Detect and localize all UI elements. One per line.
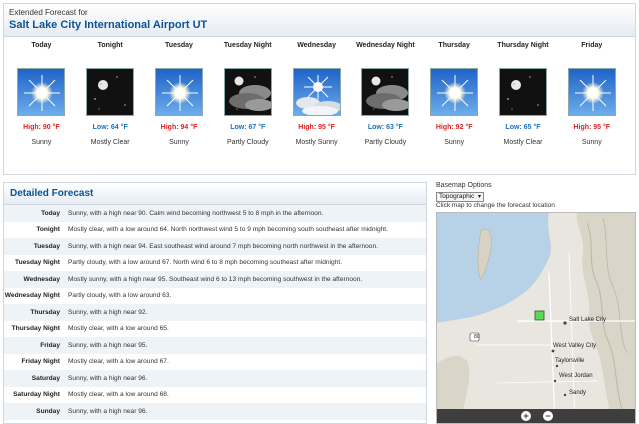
- row-period-label: Tonight: [36, 226, 60, 234]
- period-short-forecast: Sunny: [444, 139, 465, 146]
- row-forecast-text: Sunny, with a high near 94. East southeast wind around 7 mph becoming north northwest in the afternoon.: [68, 242, 378, 250]
- map-label-taylorsville: Taylorsville: [555, 358, 585, 364]
- period-name: Tuesday Night: [223, 42, 272, 49]
- map-toolbar: [437, 409, 635, 423]
- map-hint: Click map to change the forecast location: [436, 202, 555, 209]
- map-canvas[interactable]: [437, 213, 636, 424]
- detailed-forecast-row: [4, 321, 426, 338]
- highway-80-label: 80: [474, 334, 480, 340]
- row-period-label: Tuesday: [33, 242, 60, 250]
- forecast-period: [351, 38, 420, 173]
- row-period-label: Friday: [40, 341, 60, 349]
- period-name: Tuesday: [165, 42, 193, 49]
- period-short-forecast: Partly Cloudy: [364, 139, 407, 146]
- row-forecast-text: Sunny, with a high near 92.: [68, 308, 148, 316]
- detailed-forecast-row: [4, 255, 426, 272]
- extended-forecast-subtitle: Extended Forecast for: [9, 8, 88, 17]
- period-temperature: High: 90 °F: [23, 124, 60, 131]
- map-label-salt-lake-city: Salt Lake City: [569, 317, 607, 323]
- zoom-out-button[interactable]: −: [543, 411, 553, 421]
- period-temperature: High: 94 °F: [160, 124, 198, 131]
- forecast-period: [76, 38, 145, 173]
- forecast-period: [489, 38, 558, 173]
- row-period-label: Wednesday: [23, 275, 60, 283]
- row-forecast-text: Sunny, with a high near 96.: [68, 407, 148, 415]
- map-label-west-jordan: West Jordan: [559, 373, 593, 379]
- period-short-forecast: Partly Cloudy: [226, 139, 269, 146]
- period-name: Tonight: [97, 42, 123, 49]
- period-temperature: Low: 65 °F: [505, 124, 541, 131]
- period-name: Thursday Night: [497, 42, 549, 49]
- detailed-forecast-panel: [3, 182, 427, 424]
- period-short-forecast: Sunny: [169, 139, 189, 146]
- sun-day-icon: [568, 68, 616, 116]
- extended-forecast-panel: [3, 3, 636, 175]
- sun-day-icon: [17, 68, 65, 116]
- detailed-forecast-row: [4, 222, 426, 239]
- detailed-forecast-row: [4, 288, 426, 305]
- period-name: Today: [31, 42, 52, 49]
- map-label-sandy: Sandy: [569, 390, 587, 396]
- moon-night-icon: [86, 68, 134, 116]
- location-title: Salt Lake City International Airport UT: [9, 19, 208, 31]
- forecast-period: [7, 38, 76, 173]
- row-period-label: Friday Night: [21, 358, 60, 366]
- detailed-forecast-row: [4, 354, 426, 371]
- row-forecast-text: Sunny, with a high near 96.: [68, 374, 148, 382]
- period-temperature: High: 95 °F: [573, 124, 611, 131]
- row-forecast-text: Partly cloudy, with a low around 67. North wind 6 to 8 mph becoming southeast after midnight.: [68, 259, 343, 267]
- row-period-label: Saturday Night: [13, 391, 60, 399]
- row-forecast-text: Partly cloudy, with a low around 63.: [68, 292, 172, 300]
- forecast-period: [557, 38, 626, 173]
- period-short-forecast: Sunny: [31, 139, 52, 146]
- detailed-forecast-row: [4, 337, 426, 354]
- period-temperature: Low: 63 °F: [367, 124, 403, 131]
- forecast-period: [145, 38, 214, 173]
- period-short-forecast: Mostly Clear: [503, 139, 543, 146]
- partly-cloudy-night-icon: [224, 68, 272, 116]
- row-forecast-text: Mostly clear, with a low around 64. North northwest wind 5 to 9 mph becoming south southeast after midnight.: [68, 226, 388, 234]
- detailed-forecast-row: [4, 238, 426, 255]
- row-period-label: Saturday: [31, 374, 60, 382]
- basemap-select-value: Topographic: [439, 193, 475, 200]
- period-name: Thursday: [438, 42, 470, 49]
- detailed-forecast-row: [4, 387, 426, 404]
- period-short-forecast: Mostly Sunny: [295, 139, 338, 146]
- sun-day-icon: [155, 68, 203, 116]
- row-forecast-text: Mostly clear, with a low around 67.: [68, 358, 169, 366]
- row-forecast-text: Mostly clear, with a low around 68.: [68, 391, 169, 399]
- period-name: Wednesday Night: [356, 42, 415, 49]
- detailed-forecast-row: [4, 403, 426, 420]
- row-period-label: Wednesday Night: [4, 292, 60, 300]
- map-label-west-valley-city: West Valley City: [553, 343, 597, 349]
- extended-forecast-header: [4, 4, 635, 37]
- zoom-in-button[interactable]: +: [521, 411, 531, 421]
- chevron-down-icon: ▾: [477, 194, 481, 200]
- detailed-forecast-title: Detailed Forecast: [4, 183, 426, 205]
- row-period-label: Today: [41, 209, 60, 217]
- period-short-forecast: Mostly Clear: [90, 139, 130, 146]
- detailed-forecast-table: [4, 205, 426, 420]
- row-period-label: Sunday: [36, 407, 60, 415]
- period-short-forecast: Sunny: [581, 139, 602, 146]
- row-forecast-text: Sunny, with a high near 95.: [68, 341, 148, 349]
- period-temperature: Low: 67 °F: [230, 124, 266, 131]
- forecast-periods: [4, 38, 635, 173]
- mostly-sunny-icon: [293, 68, 341, 116]
- detailed-forecast-row: [4, 370, 426, 387]
- detailed-forecast-row: [4, 271, 426, 288]
- forecast-period: [213, 38, 282, 173]
- period-temperature: Low: 64 °F: [92, 124, 128, 131]
- row-forecast-text: Sunny, with a high near 90. Calm wind becoming northwest 5 to 8 mph in the afternoon.: [68, 209, 324, 217]
- sun-day-icon: [430, 68, 478, 116]
- forecast-period: [420, 38, 489, 173]
- forecast-period: [282, 38, 351, 173]
- moon-night-icon: [499, 68, 547, 116]
- row-forecast-text: Mostly sunny, with a high near 95. Southeast wind 6 to 13 mph becoming southwest in the afternoon.: [68, 275, 363, 283]
- detailed-forecast-row: [4, 304, 426, 321]
- basemap-select[interactable]: [436, 192, 484, 202]
- period-temperature: High: 95 °F: [298, 124, 335, 131]
- forecast-map[interactable]: [436, 212, 636, 424]
- row-period-label: Thursday: [30, 308, 60, 316]
- detailed-forecast-row: [4, 205, 426, 222]
- period-name: Wednesday: [297, 42, 336, 49]
- basemap-options-label: Basemap Options: [436, 182, 492, 189]
- row-forecast-text: Mostly clear, with a low around 65.: [68, 325, 169, 333]
- row-period-label: Thursday Night: [11, 325, 60, 333]
- partly-cloudy-night-icon: [361, 68, 409, 116]
- period-temperature: High: 92 °F: [435, 124, 473, 131]
- row-period-label: Tuesday Night: [15, 259, 60, 267]
- period-name: Friday: [581, 42, 603, 49]
